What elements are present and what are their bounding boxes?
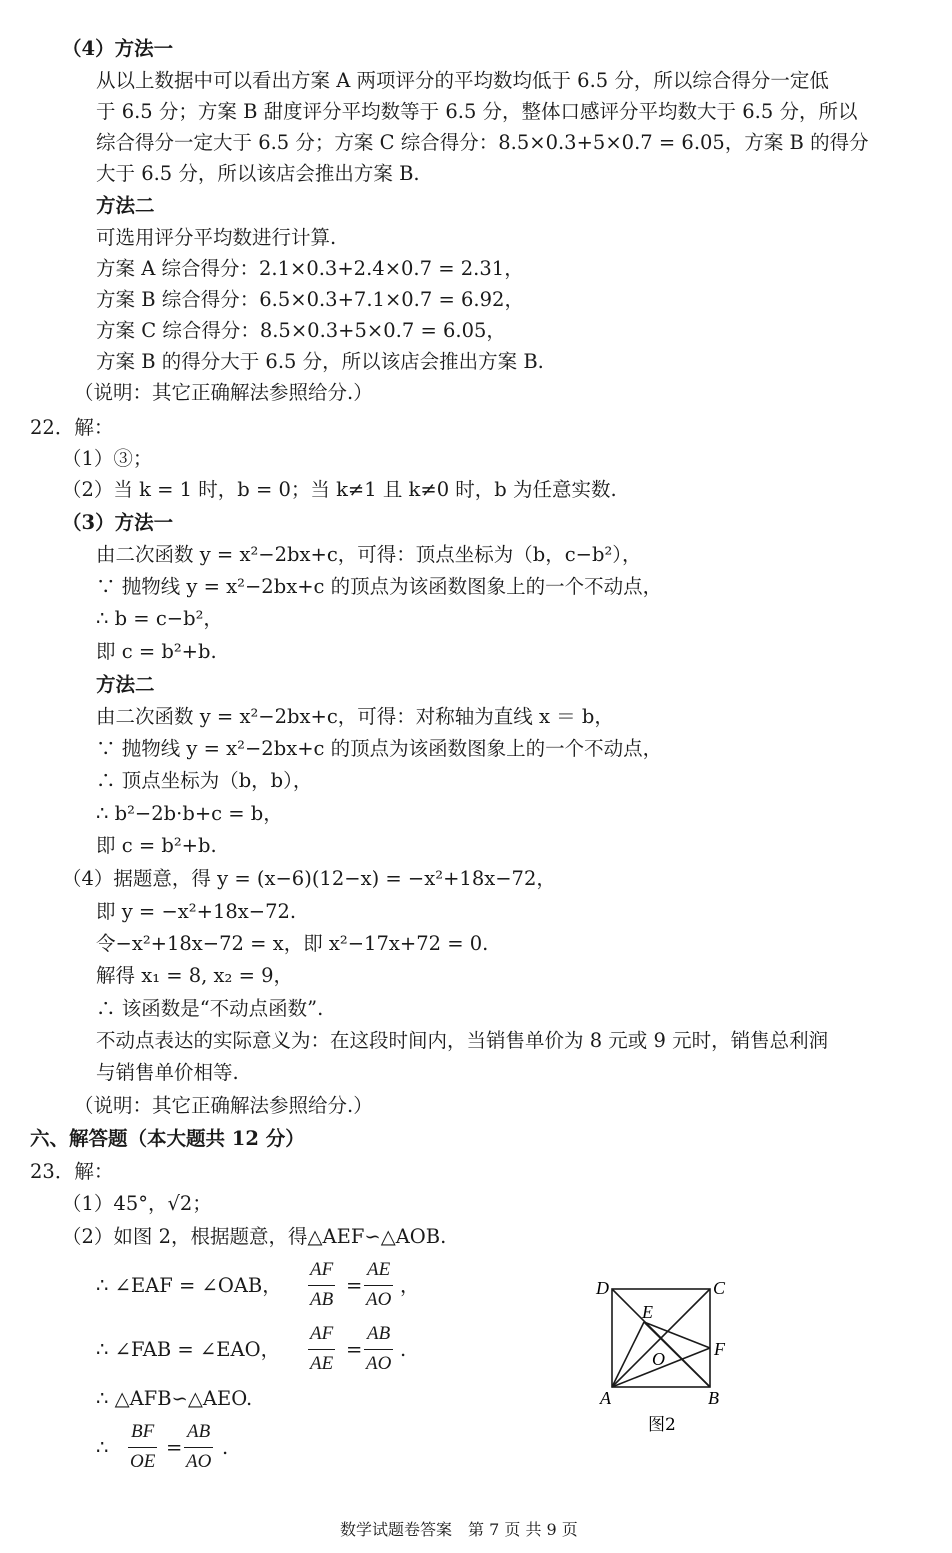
note: （说明：其它正确解法参照给分.）: [74, 381, 373, 404]
method-one-heading: （4）方法一: [62, 37, 174, 60]
math-line: ∴: [96, 1436, 109, 1459]
equals-sign: =: [166, 1436, 183, 1459]
text-line: 即 c = b²+b.: [96, 640, 217, 663]
fraction: [308, 1258, 335, 1312]
denominator: OE: [130, 1451, 156, 1472]
label-a: A: [600, 1388, 611, 1408]
text-line: 综合得分一定大于 6.5 分；方案 C 综合得分：8.5×0.3+5×0.7 = 6.05，方案 B 的得分: [96, 131, 869, 154]
label-o: O: [652, 1349, 665, 1369]
fraction: [308, 1322, 335, 1376]
text-line: ∴ b²−2b·b+c = b，: [96, 802, 283, 825]
text-line: 于 6.5 分；方案 B 甜度评分平均数等于 6.5 分，整体口感评分平均数大于 6.5 分，所以: [96, 100, 858, 123]
text-line: 可选用评分平均数进行计算.: [96, 226, 337, 249]
segment-ae: [612, 1322, 644, 1387]
fraction-bar: [128, 1447, 157, 1448]
numerator: AF: [310, 1259, 334, 1280]
fraction: [364, 1322, 393, 1376]
text-line: 方案 B 综合得分：6.5×0.3+7.1×0.7 = 6.92，: [96, 288, 524, 311]
label-f: F: [714, 1339, 725, 1359]
figure-caption: 图2: [648, 1415, 676, 1435]
math-line: ∴ ∠FAB = ∠EAO，: [96, 1338, 281, 1361]
text-line: 不动点表达的实际意义为：在这段时间内，当销售单价为 8 元或 9 元时，销售总利润: [96, 1029, 829, 1052]
method-two-heading: 方法二: [96, 194, 155, 217]
text-line: ∴ 顶点坐标为（b，b），: [96, 769, 313, 792]
punctuation: .: [222, 1436, 229, 1459]
text-line: ∵ 抛物线 y = x²−2bx+c 的顶点为该函数图象上的一个不动点，: [96, 575, 663, 598]
page-footer: 数学试题卷答案 第 7 页 共 9 页: [340, 1520, 578, 1539]
fraction: [184, 1420, 213, 1474]
label-d: D: [596, 1278, 609, 1298]
text-line: 解得 x₁ = 8, x₂ = 9，: [96, 964, 294, 987]
text-line: 令−x²+18x−72 = x，即 x²−17x+72 = 0.: [96, 932, 489, 955]
text-line: （1）③；: [62, 447, 153, 470]
fraction-bar: [308, 1285, 335, 1286]
question-22-heading: 22．解：: [30, 416, 114, 439]
text-line: 方案 A 综合得分：2.1×0.3+2.4×0.7 = 2.31，: [96, 257, 524, 280]
question-23-heading: 23．解：: [30, 1160, 114, 1183]
punctuation: .: [400, 1338, 407, 1361]
text-line: （2）当 k = 1 时，b = 0；当 k≠1 且 k≠0 时，b 为任意实数.: [62, 478, 617, 501]
method-two-heading: 方法二: [96, 673, 155, 696]
text-line: 即 y = −x²+18x−72.: [96, 900, 297, 923]
text-line: 方案 C 综合得分：8.5×0.3+5×0.7 = 6.05，: [96, 319, 506, 342]
text-line: （4）据题意，得 y = (x−6)(12−x) = −x²+18x−72，: [62, 867, 556, 890]
fraction-bar: [364, 1285, 393, 1286]
label-e: E: [642, 1302, 653, 1322]
fraction-bar: [364, 1349, 393, 1350]
note: （说明：其它正确解法参照给分.）: [74, 1094, 373, 1117]
text-line: （1）45°，√2；: [62, 1192, 212, 1215]
text-line: 即 c = b²+b.: [96, 834, 217, 857]
denominator: AO: [186, 1451, 212, 1472]
denominator: AB: [310, 1289, 334, 1310]
denominator: AO: [366, 1289, 392, 1310]
text-line: 与销售单价相等.: [96, 1061, 239, 1084]
fraction-bar: [308, 1349, 335, 1350]
denominator: AE: [310, 1353, 334, 1374]
label-c: C: [713, 1278, 726, 1298]
math-line: ∴ ∠EAF = ∠OAB，: [96, 1274, 282, 1297]
fraction: [128, 1420, 157, 1474]
text-line: ∴ 该函数是“不动点函数”.: [96, 997, 324, 1020]
text-line: 大于 6.5 分，所以该店会推出方案 B.: [96, 162, 420, 185]
denominator: AO: [366, 1353, 392, 1374]
label-b: B: [708, 1388, 719, 1408]
equals-sign: =: [346, 1338, 363, 1361]
punctuation: ，: [400, 1274, 420, 1297]
text-line: ∴ b = c−b²，: [96, 607, 223, 630]
method-one-heading: （3）方法一: [62, 511, 174, 534]
numerator: AB: [367, 1323, 391, 1344]
fraction-bar: [184, 1447, 213, 1448]
text-line: 由二次函数 y = x²−2bx+c，可得：对称轴为直线 x ＝ b，: [96, 705, 614, 728]
numerator: AF: [310, 1323, 334, 1344]
fraction: [364, 1258, 393, 1312]
numerator: AB: [187, 1421, 211, 1442]
numerator: AE: [367, 1259, 391, 1280]
text-line: 由二次函数 y = x²−2bx+c，可得：顶点坐标为（b，c−b²），: [96, 543, 642, 566]
equals-sign: =: [346, 1274, 363, 1297]
section-heading: 六、解答题（本大题共 12 分）: [30, 1127, 305, 1150]
text-line: （2）如图 2，根据题意，得△AEF∽△AOB.: [62, 1225, 447, 1248]
text-line: ∵ 抛物线 y = x²−2bx+c 的顶点为该函数图象上的一个不动点，: [96, 737, 663, 760]
geometry-figure: [590, 1270, 740, 1440]
math-line: ∴ △AFB∽△AEO.: [96, 1387, 253, 1410]
text-line: 方案 B 的得分大于 6.5 分，所以该店会推出方案 B.: [96, 350, 544, 373]
text-line: 从以上数据中可以看出方案 A 两项评分的平均数均低于 6.5 分，所以综合得分一定低: [96, 69, 829, 92]
numerator: BF: [131, 1421, 155, 1442]
